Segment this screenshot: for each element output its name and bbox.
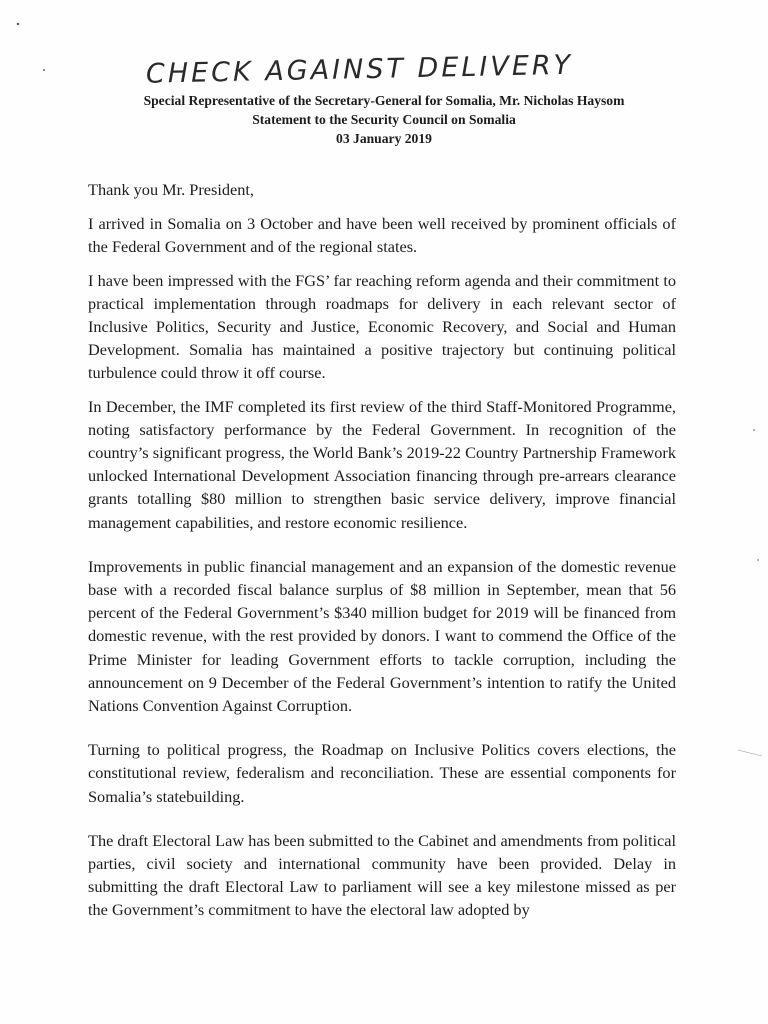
header-date: 03 January 2019: [336, 131, 432, 146]
header-title: Statement to the Security Council on Somalia: [252, 112, 516, 127]
handwritten-text: CHECK AGAINST DELIVERY: [145, 49, 574, 90]
paragraph: The draft Electoral Law has been submitted to the Cabinet and amendments from political parties, civil society and international community have been provided. Delay in submitting the draft Electoral Law to parliament will see a key milestone missed as per the Government’s commitment to have the electoral law adopted by: [88, 830, 676, 920]
paragraph: In December, the IMF completed its first review of the third Staff-Monitored Programme, noting satisfactory performance by the Federal Government. In recognition of the country’s significant progress, the World Bank’s 2019-22 Country Partnership Framework unlocked International Development Association financing through pre-arrears clearance grants totalling $80 million to strengthen basic service delivery, improve financial management capabilities, and restore economic resilience.: [88, 396, 676, 532]
paragraph: Improvements in public financial management and an expansion of the domestic revenue base with a recorded fiscal balance surplus of $8 million in September, mean that 56 percent of the Federal Government’s $340 million budget for 2019 will be financed from domestic revenue, with the rest provided by donors. I want to commend the Office of the Prime Minister for leading Government efforts to tackle corruption, including the announcement on 9 December of the Federal Government’s intention to ratify the United Nations Convention Against Corruption.: [88, 556, 676, 716]
header-speaker: Special Representative of the Secretary-General for Somalia, Mr. Nicholas Haysom: [143, 93, 625, 108]
paragraph: I have been impressed with the FGS’ far reaching reform agenda and their commitment to practical implementation through roadmaps for delivery in each relevant sector of Inclusive Politics, Security and Justice, Economic Recovery, and Social and Human Development. Somalia has maintained a positive trajectory but continuing political turbulence could throw it off course.: [88, 270, 676, 383]
paragraph: I arrived in Somalia on 3 October and have been well received by prominent officials of the Federal Government and of the regional states.: [88, 214, 676, 257]
speck: [43, 69, 45, 71]
document-body: [88, 178, 676, 932]
handwritten-check-against-delivery: [140, 44, 600, 96]
speck: [757, 559, 759, 561]
paragraph: Turning to political progress, the Roadmap on Inclusive Politics covers elections, the constitutional review, federalism and reconciliation. These are essential components for Somalia’s statebuilding.: [88, 740, 676, 806]
speck: [753, 429, 755, 431]
speck: [738, 750, 762, 756]
greeting: Thank you Mr. President,: [88, 180, 254, 199]
speck: [17, 23, 19, 25]
document-header: [60, 91, 708, 148]
handwriting-svg: [140, 44, 600, 96]
